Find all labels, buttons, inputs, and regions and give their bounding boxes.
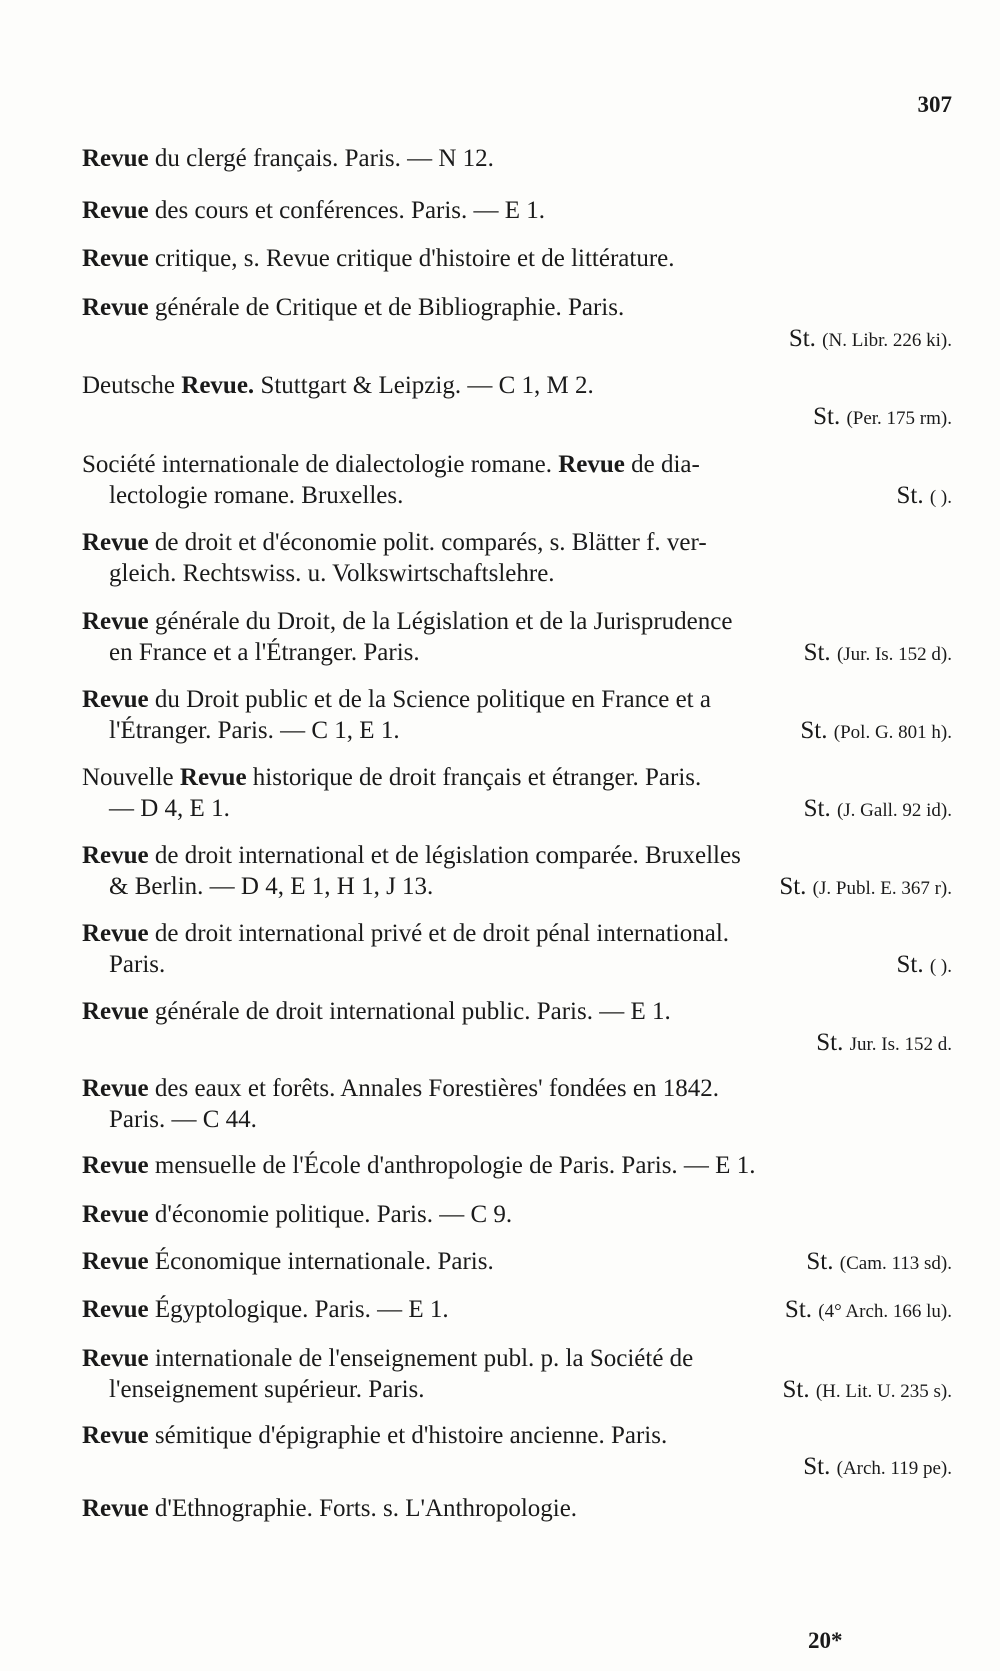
entry-text: Paris.	[109, 951, 166, 978]
entry-first-line	[82, 195, 952, 226]
entry-first-line	[82, 1073, 952, 1104]
footer-signature-mark: 20*	[808, 1628, 843, 1653]
entry-text: du Droit public et de la Science politique en France et a	[148, 686, 711, 713]
bibliography-entry	[82, 370, 952, 432]
entry-text: internationale de l'enseignement publ. p. la Société de	[148, 1345, 694, 1372]
shelfmark-code: ( ).	[929, 487, 952, 508]
shelfmark	[803, 1451, 952, 1484]
entry-first-line	[82, 243, 952, 274]
entry-first-line	[82, 762, 952, 793]
bibliography-entry	[82, 1073, 952, 1135]
shelfmark-prefix: St.	[813, 403, 841, 430]
entry-continuation-line	[82, 637, 952, 668]
entry-text: l'enseignement supérieur. Paris.	[109, 1376, 425, 1403]
entry-keyword: Revue	[82, 1345, 149, 1372]
entry-text: Économique internationale. Paris.	[148, 1248, 494, 1275]
entry-text: en France et a l'Étranger. Paris.	[109, 639, 420, 666]
shelfmark-code: ( ).	[929, 956, 952, 977]
entry-first-line	[82, 143, 952, 174]
bibliography-entry	[82, 1420, 952, 1482]
shelfmark-code: (N. Libr. 226 ki).	[822, 330, 952, 351]
entry-first-line	[82, 292, 952, 323]
bibliography-entry	[82, 243, 952, 274]
entry-keyword: Revue	[82, 1422, 149, 1449]
entry-keyword: Revue	[82, 608, 149, 635]
shelfmark-code: (Per. 175 rm).	[846, 408, 952, 429]
entry-first-line	[82, 527, 952, 558]
entry-continuation-line	[82, 1027, 952, 1058]
entry-keyword: Revue	[82, 1152, 149, 1179]
bibliography-entry	[82, 1246, 952, 1277]
shelfmark-code: (J. Publ. E. 367 r).	[812, 878, 952, 899]
entry-first-line	[82, 1294, 952, 1325]
entry-text: Société internationale de dialectologie romane.	[82, 451, 559, 478]
entry-keyword: Revue	[82, 1201, 149, 1228]
bibliography-entry	[82, 762, 952, 824]
shelfmark-prefix: St.	[803, 639, 831, 666]
shelfmark-prefix: St.	[803, 795, 831, 822]
entry-keyword: Revue	[82, 1248, 149, 1275]
shelfmark-prefix: St.	[784, 1296, 813, 1323]
entry-keyword: Revue	[82, 686, 149, 713]
entry-continuation-line	[82, 558, 952, 589]
shelfmark	[806, 1246, 952, 1279]
bibliography-entry	[82, 996, 952, 1058]
entry-continuation-line	[82, 871, 952, 902]
entry-first-line	[82, 1199, 952, 1230]
entry-text: Deutsche	[82, 372, 182, 399]
entry-keyword: Revue	[558, 451, 625, 478]
shelfmark	[813, 401, 952, 434]
shelfmark	[804, 793, 952, 826]
shelfmark-prefix: St.	[816, 1029, 844, 1056]
entry-text: Nouvelle	[82, 764, 180, 791]
entry-keyword: Revue	[179, 764, 247, 791]
entry-keyword: Revue	[82, 920, 149, 947]
entry-keyword: Revue	[82, 294, 149, 321]
entry-continuation-line	[82, 715, 952, 746]
shelfmark-code: (Pol. G. 801 h).	[833, 722, 952, 743]
entry-continuation-line	[82, 793, 952, 824]
entry-keyword: Revue	[82, 1075, 149, 1102]
entry-first-line	[82, 1493, 952, 1524]
shelfmark-code: (Arch. 119 pe).	[836, 1458, 952, 1479]
bibliography-entry	[82, 918, 952, 980]
shelfmark-prefix: St.	[779, 873, 807, 900]
entry-text: de dia-	[624, 451, 700, 478]
shelfmark-code: (H. Lit. U. 235 s).	[815, 1381, 952, 1402]
shelfmark-code: (J. Gall. 92 id).	[836, 800, 952, 821]
shelfmark-prefix: St.	[806, 1248, 834, 1275]
entry-keyword: Revue	[82, 529, 149, 556]
entry-text: mensuelle de l'École d'anthropologie de Paris. Paris. — E 1.	[148, 1152, 756, 1179]
shelfmark	[779, 871, 952, 904]
bibliography-entry	[82, 143, 952, 174]
entry-first-line	[82, 449, 952, 480]
shelfmark-prefix: St.	[788, 325, 816, 352]
bibliography-entry	[82, 1343, 952, 1405]
entry-text: Stuttgart & Leipzig. — C 1, M 2.	[254, 372, 594, 399]
entry-text: de droit et d'économie polit. comparés, s. Blätter f. ver-	[148, 529, 707, 556]
entry-continuation-line	[82, 401, 952, 432]
entry-text: de droit international et de législation comparée. Bruxelles	[148, 842, 741, 869]
bibliography-entry	[82, 684, 952, 746]
shelfmark	[896, 949, 952, 982]
entry-keyword: Revue	[82, 998, 149, 1025]
entry-keyword: Revue	[82, 245, 149, 272]
shelfmark	[804, 637, 952, 670]
entry-text: Égyptologique. Paris. — E 1.	[148, 1296, 449, 1323]
entry-text: l'Étranger. Paris. — C 1, E 1.	[109, 717, 400, 744]
entry-text: générale de droit international public. Paris. — E 1.	[148, 998, 671, 1025]
entry-text: générale du Droit, de la Législation et de la Jurisprudence	[148, 608, 733, 635]
entry-continuation-line	[82, 1374, 952, 1405]
shelfmark-prefix: St.	[782, 1376, 810, 1403]
shelfmark	[800, 715, 952, 748]
shelfmark	[896, 480, 952, 513]
entry-first-line	[82, 684, 952, 715]
shelfmark-code: (4° Arch. 166 lu).	[818, 1301, 952, 1322]
entry-text: historique de droit français et étranger. Paris.	[246, 764, 702, 791]
shelfmark	[816, 1027, 952, 1060]
entry-continuation-line	[82, 323, 952, 354]
entry-first-line	[82, 840, 952, 871]
entry-first-line	[82, 370, 952, 401]
entry-text: sémitique d'épigraphie et d'histoire ancienne. Paris.	[148, 1422, 668, 1449]
entry-first-line	[82, 1246, 952, 1277]
bibliography-entry	[82, 606, 952, 668]
bibliography-entry	[82, 840, 952, 902]
bibliography-entry	[82, 1294, 952, 1325]
entry-text: des cours et conférences. Paris. — E 1.	[148, 197, 546, 224]
shelfmark	[785, 1294, 952, 1327]
entry-first-line	[82, 606, 952, 637]
shelfmark-prefix: St.	[803, 1453, 831, 1480]
entry-text: de droit international privé et de droit pénal international.	[148, 920, 730, 947]
entry-text: des eaux et forêts. Annales Forestières' fondées en 1842.	[148, 1075, 719, 1102]
entry-first-line	[82, 1420, 952, 1451]
entry-text: critique, s. Revue critique d'histoire et de littérature.	[148, 245, 675, 272]
entry-continuation-line	[82, 949, 952, 980]
shelfmark-prefix: St.	[896, 482, 924, 509]
bibliography-entry	[82, 449, 952, 511]
entry-text: générale de Critique et de Bibliographie. Paris.	[148, 294, 625, 321]
entry-keyword: Revue.	[181, 372, 255, 399]
shelfmark-code: (Cam. 113 sd).	[839, 1253, 952, 1274]
bibliography-entry	[82, 527, 952, 589]
shelfmark-prefix: St.	[896, 951, 924, 978]
bibliography-entry	[82, 1199, 952, 1230]
entry-text: du clergé français. Paris. — N 12.	[148, 145, 494, 172]
entry-keyword: Revue	[82, 842, 149, 869]
entry-text: Paris. — C 44.	[109, 1106, 257, 1133]
entry-text: lectologie romane. Bruxelles.	[109, 482, 404, 509]
entry-text: — D 4, E 1.	[109, 795, 230, 822]
bibliography-entry	[82, 195, 952, 226]
entry-continuation-line	[82, 480, 952, 511]
bibliography-entry	[82, 1150, 952, 1181]
shelfmark-code: Jur. Is. 152 d.	[849, 1034, 952, 1055]
entry-keyword: Revue	[82, 1495, 149, 1522]
page-number: 307	[917, 92, 952, 117]
entry-continuation-line	[82, 1104, 952, 1135]
entry-text: & Berlin. — D 4, E 1, H 1, J 13.	[109, 873, 434, 900]
entry-text: d'économie politique. Paris. — C 9.	[148, 1201, 513, 1228]
entry-keyword: Revue	[82, 1296, 149, 1323]
entry-first-line	[82, 1150, 952, 1181]
entry-first-line	[82, 1343, 952, 1374]
bibliography-entry	[82, 292, 952, 354]
entry-keyword: Revue	[82, 197, 149, 224]
shelfmark-prefix: St.	[800, 717, 828, 744]
shelfmark-code: (Jur. Is. 152 d).	[836, 644, 952, 665]
shelfmark	[789, 323, 952, 356]
entry-text: gleich. Rechtswiss. u. Volkswirtschaftslehre.	[109, 560, 555, 587]
shelfmark	[782, 1374, 952, 1407]
entry-keyword: Revue	[82, 145, 149, 172]
entry-continuation-line	[82, 1451, 952, 1482]
entry-first-line	[82, 918, 952, 949]
bibliography-entry	[82, 1493, 952, 1524]
entry-first-line	[82, 996, 952, 1027]
entry-text: d'Ethnographie. Forts. s. L'Anthropologie.	[148, 1495, 578, 1522]
